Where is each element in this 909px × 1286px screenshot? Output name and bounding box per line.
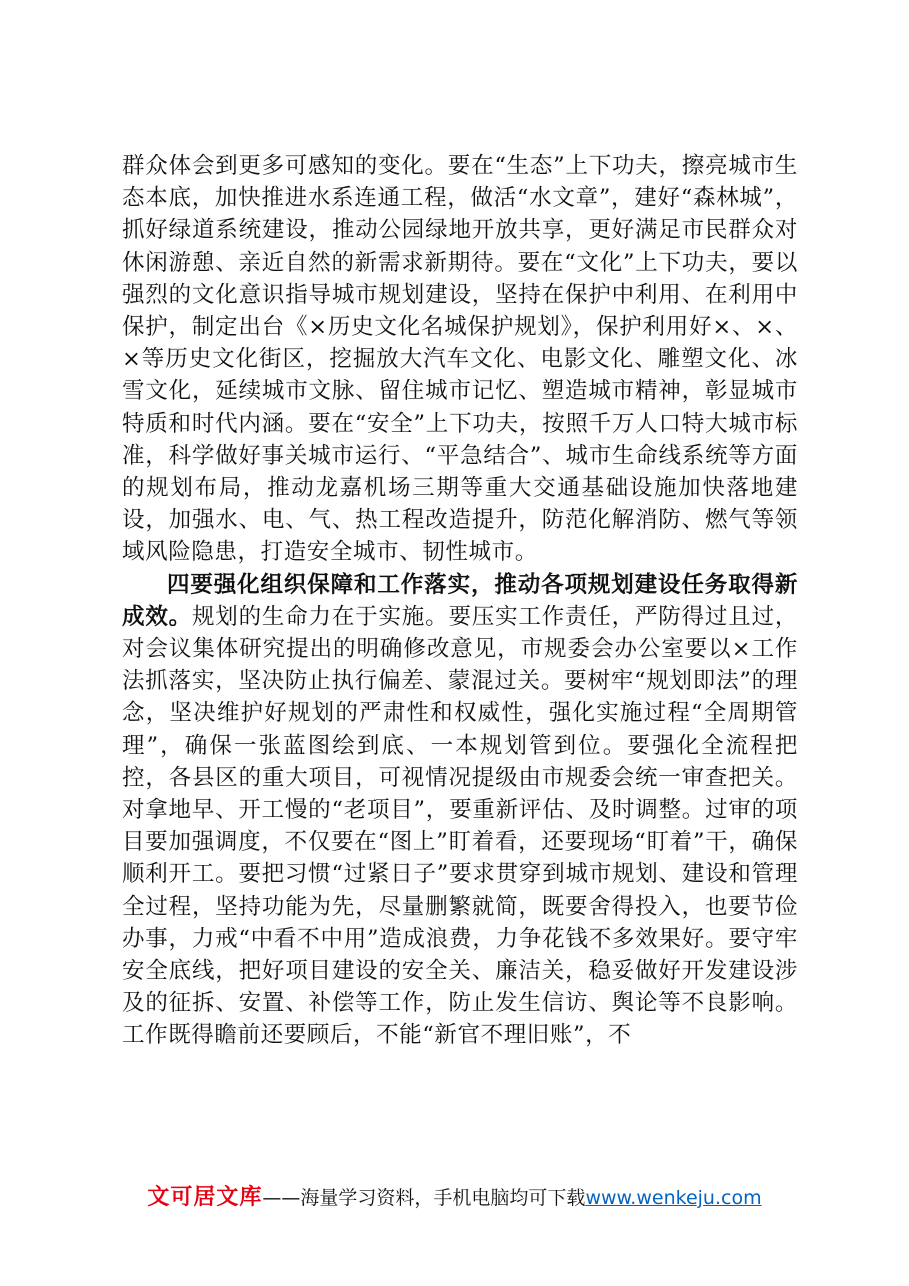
paragraph-organization-guarantee xyxy=(122,569,798,1052)
document-body xyxy=(122,150,798,1052)
paragraph-heading: 四要强化组织保障和工作落实，推动各项规划建设任务取得新成效。 xyxy=(122,571,798,630)
paragraph-ecology-culture-safety xyxy=(122,150,798,569)
brand-name: 文可居文库 xyxy=(147,1185,263,1210)
paragraph-text: 规划的生命力在于实施。要压实工作责任，严防得过且过，对会议集体研究提出的明确修改意见，市规委会办公室要以×工作法抓落实，坚决防止执行偏差、蒙混过关。要树牢“规划即法”的理念，坚决维护好规划的严肃性和权威性，强化实施过程“全周期管理”，确保一张蓝图绘到底、一本规划管到位。要强化全流程把控，各县区的重大项目，可视情况提级由市规委会统一审查把关。对拿地早、开工慢的“老项目”，要重新评估、及时调整。过审的项目要加强调度，不仅要在“图上”盯着看，还要现场“盯着”干，确保顺利开工。要把习惯“过紧日子”要求贯穿到城市规划、建设和管理全过程，坚持功能为先，尽量删繁就简，既要舍得投入，也要节俭办事，力戒“中看不中用”造成浪费，力争花钱不多效果好。要守牢安全底线，把好项目建设的安全关、廉洁关，稳妥做好开发建设涉及的征拆、安置、补偿等工作，防止发生信访、舆论等不良影响。工作既得瞻前还要顾后，不能“新官不理旧账”，不 xyxy=(122,603,798,1049)
footer-slogan: ——海量学习资料，手机电脑均可下载 xyxy=(262,1187,586,1209)
paragraph-text: 群众体会到更多可感知的变化。要在“生态”上下功夫，擦亮城市生态本底，加快推进水系连通工程，做活“水文章”，建好“森林城”，抓好绿道系统建设，推动公园绿地开放共享，更好满足市民群众对休闲游憩、亲近自然的新需求新期待。要在“文化”上下功夫，要以强烈的文化意识指导城市规划建设，坚持在保护中利用、在利用中保护，制定出台《×历史文化名城保护规划》，保护利用好×、×、×等历史文化街区，挖掘放大汽车文化、电影文化、雕塑文化、冰雪文化，延续城市文脉、留住城市记忆、塑造城市精神，彰显城市特质和时代内涵。要在“安全”上下功夫，按照千万人口特大城市标准，科学做好事关城市运行、“平急结合”、城市生命线系统等方面的规划布局，推动龙嘉机场三期等重大交通基础设施加快落地建设，加强水、电、气、热工程改造提升，防范化解消防、燃气等领域风险隐患，打造安全城市、韧性城市。 xyxy=(122,153,798,566)
website-link[interactable]: www.wenkeju.com xyxy=(585,1187,762,1209)
footer-banner xyxy=(0,1180,909,1211)
